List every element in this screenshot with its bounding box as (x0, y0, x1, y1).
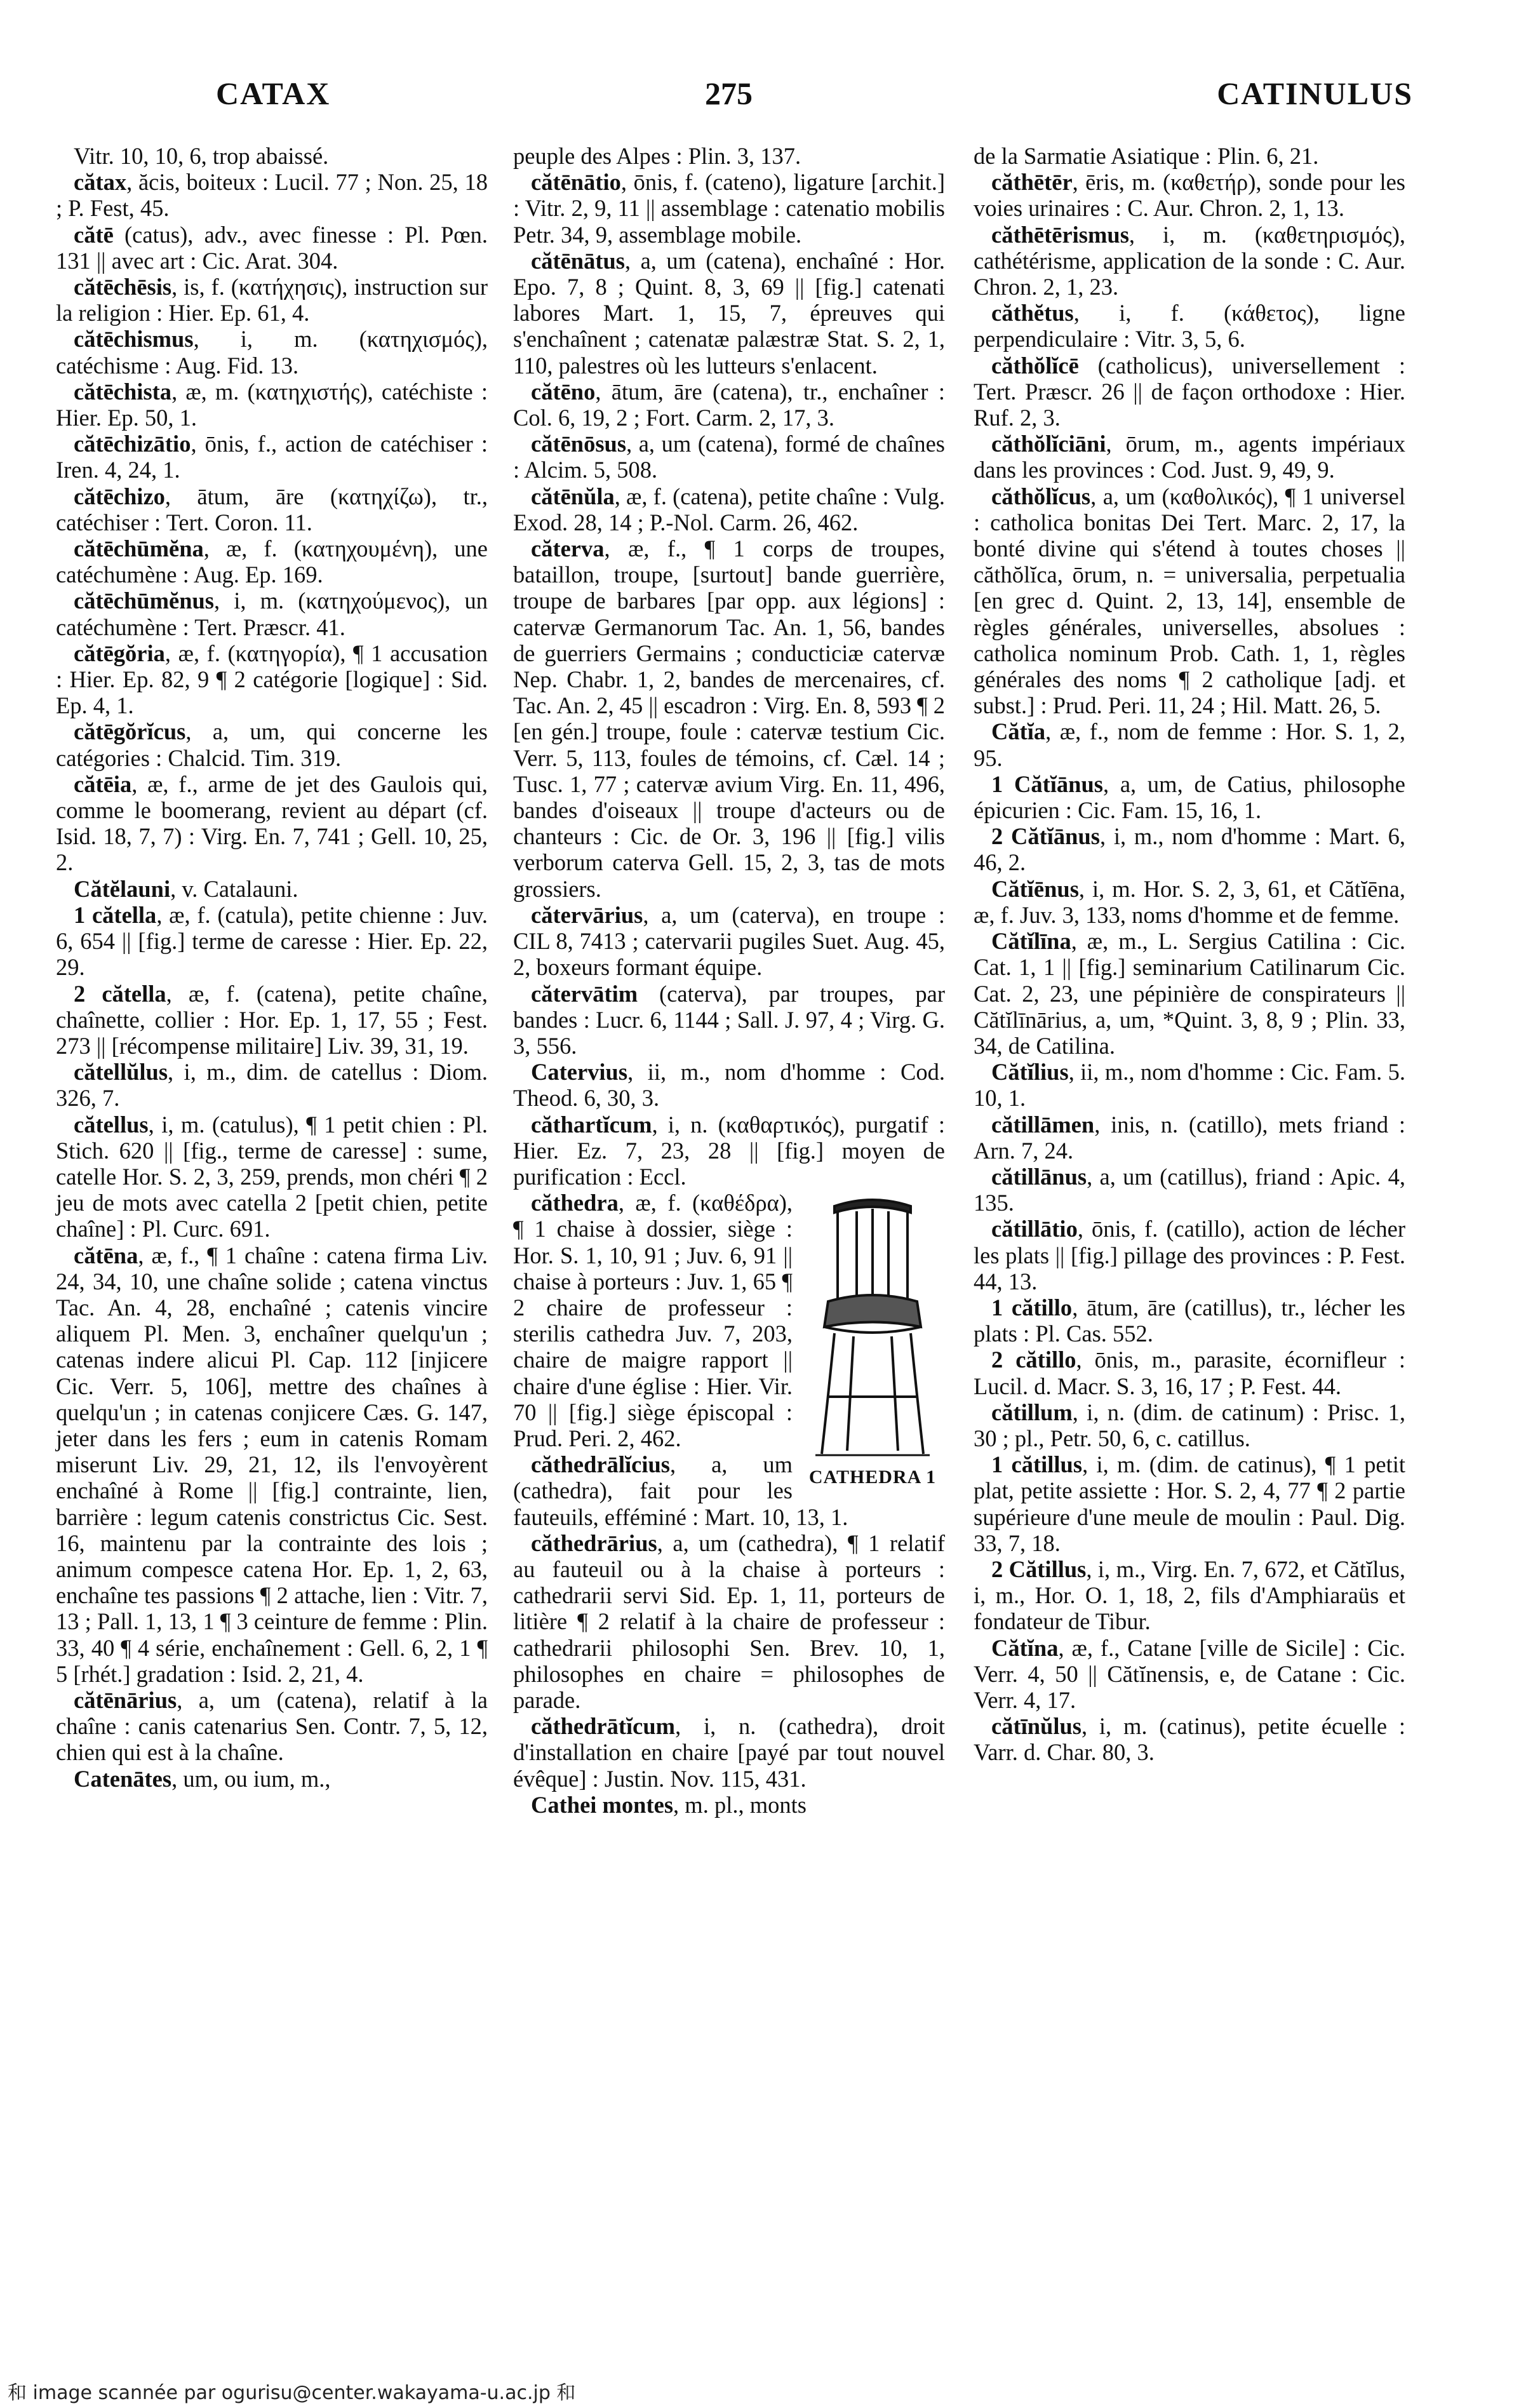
headword: cătēnŭla (531, 483, 615, 509)
headword: căthedrārius (531, 1529, 657, 1556)
dictionary-entry: cătēchūmĕna, æ, f. (κατηχουμένη), une catéchumène : Aug. Ep. 169. (56, 535, 488, 588)
dictionary-entry: cătillāmen, inis, n. (catillo), mets friand : Arn. 7, 24. (974, 1111, 1405, 1164)
headword: căthedrātĭcum (531, 1713, 676, 1740)
dictionary-entry: căthedrālĭcius, a, um (cathedra), fait pour les fauteuils, efféminé : Mart. 10, 13, 1. (513, 1451, 848, 1530)
headword: cătēnōsus (531, 431, 627, 457)
headword: cătēchizo (74, 483, 165, 509)
headword: cătīnŭlus (991, 1713, 1081, 1740)
dictionary-entry: Cătĭlīna, æ, m., L. Sergius Catilina : Cic. Cat. 1, 1 || [fig.] seminarium Catilinarum Cic. Cat. 2, 23, une pépinière de conspirateurs || Cătĭlīnārius, a, um, *Quint. 3, 8, 9 ; Plin. 33, 34, de Catilina. (974, 928, 1405, 1059)
headword: căterva (531, 535, 605, 562)
headword: Catenātes (74, 1765, 172, 1792)
headword: Cătĕlauni (74, 875, 171, 902)
dictionary-entry: cătēgŏrĭcus, a, um, qui concerne les catégories : Chalcid. Tim. 319. (56, 718, 488, 771)
headword: 2 cătella (74, 980, 166, 1007)
dictionary-entry: căthŏlĭcē (catholicus), universellement : Tert. Præscr. 26 || de façon orthodoxe : Hier. Ruf. 2, 3. (974, 352, 1405, 431)
headword: cătax (74, 169, 127, 196)
headword: căthedra (531, 1190, 619, 1216)
headword: cătillātio (991, 1216, 1078, 1242)
dictionary-entry: Cătĭna, æ, f., Catane [ville de Sicile] : Cic. Verr. 4, 50 || Cătĭnensis, e, de Catane : Cic. Verr. 4, 17. (974, 1634, 1405, 1713)
dictionary-entry: căthētēr, ēris, m. (καθετήρ), sonde pour les voies urinaires : C. Aur. Chron. 2, 1, 13. (974, 169, 1405, 222)
headword: 1 Cătĭānus (991, 770, 1103, 797)
headword: căthŏlĭciāni (991, 431, 1106, 457)
headword: Cătĭēnus (991, 875, 1079, 902)
dictionary-entry: cătervātim (caterva), par troupes, par bandes : Lucr. 6, 1144 ; Sall. J. 97, 4 ; Virg. G. 3, 556. (513, 980, 945, 1059)
headword: cătēgŏria (74, 640, 165, 666)
dictionary-entry: cătēchizo, ātum, āre (κατηχίζω), tr., catéchiser : Tert. Coron. 11. (56, 483, 488, 535)
dictionary-entry: 1 cătella, æ, f. (catula), petite chienne : Juv. 6, 654 || [fig.] terme de caresse : Hier. Ep. 22, 29. (56, 901, 488, 981)
chair-illustration-icon (809, 1193, 936, 1460)
headword: Cătĭna (991, 1634, 1059, 1661)
dictionary-entry: cătillānus, a, um (catillus), friand : Apic. 4, 135. (974, 1163, 1405, 1216)
headword: 2 Cătillus (991, 1556, 1087, 1582)
headword: Cathei montes (531, 1791, 674, 1818)
headword: Cătĭlius (991, 1059, 1069, 1085)
headword: căthĕtus (991, 300, 1074, 326)
headword: căthedrālĭcius (531, 1451, 670, 1478)
headword: cătēna (74, 1242, 138, 1268)
dictionary-entry: Catervius, ii, m., nom d'homme : Cod. Theod. 6, 30, 3. (513, 1059, 945, 1112)
dictionary-entry: cătēia, æ, f., arme de jet des Gaulois qui, comme le boomerang, revient au départ (cf. Isid. 18, 7, 7) : Virg. En. 7, 741 ; Gell. 10, 25, 2. (56, 770, 488, 876)
dictionary-entry: cătēnōsus, a, um (catena), formé de chaînes : Alcim. 5, 508. (513, 431, 945, 483)
dictionary-entry: cătax, ăcis, boiteux : Lucil. 77 ; Non. 25, 18 ; P. Fest, 45. (56, 169, 488, 222)
headword: cătillānus (991, 1163, 1087, 1190)
dictionary-entry: cătillātio, ōnis, f. (catillo), action de lécher les plats || [fig.] pillage des provinces : P. Fest. 44, 13. (974, 1216, 1405, 1294)
headword: cătellus (74, 1111, 149, 1138)
dictionary-entry: cătēchūmĕnus, i, m. (κατηχούμενος), un catéchumène : Tert. Præscr. 41. (56, 588, 488, 640)
headword: cătēgŏrĭcus (74, 718, 186, 745)
dictionary-entry: 1 Cătĭānus, a, um, de Catius, philosophe épicurien : Cic. Fam. 15, 16, 1. (974, 770, 1405, 824)
headword: cătēchista (74, 378, 172, 405)
figure-caption: CATHEDRA 1 (808, 1467, 937, 1488)
headword: Cătĭa (991, 718, 1046, 745)
headword: Cătĭlīna (991, 928, 1071, 955)
dictionary-entry: cătēchizātio, ōnis, f., action de catéchiser : Iren. 4, 24, 1. (56, 431, 488, 483)
headword: cătēchūmĕnus (74, 588, 215, 614)
dictionary-entry: cătēgŏria, æ, f. (κατηγορία), ¶ 1 accusation : Hier. Ep. 82, 9 ¶ 2 catégorie [logique] : Sid. Ep. 4, 1. (56, 640, 488, 719)
dictionary-entry: căthētērismus, i, m. (καθετηρισμός), cathétérisme, application de la sonde : C. Aur. Chron. 2, 1, 23. (974, 221, 1405, 300)
dictionary-entry: cătēnārius, a, um (catena), relatif à la chaîne : canis catenarius Sen. Contr. 7, 5, 12, chien qui est à la chaîne. (56, 1686, 488, 1766)
headword: cătēia (74, 770, 132, 797)
dictionary-entry: Vitr. 10, 10, 6, trop abaissé. (74, 143, 329, 169)
headword: căthartĭcum (531, 1111, 652, 1138)
headword: căthētērismus (991, 221, 1129, 248)
headword: cătēno (531, 378, 596, 405)
dictionary-entry: 2 cătillo, ōnis, m., parasite, écornifleur : Lucil. d. Macr. S. 3, 16, 17 ; P. Fest. 44. (974, 1347, 1406, 1399)
dictionary-entry: căthedrātĭcum, i, n. (cathedra), droit d'installation en chaire [payé par tout nouvel évêque] : Justin. Nov. 115, 431. (513, 1713, 945, 1792)
headword: cătēnātus (531, 247, 626, 274)
headword: cătēchizātio (74, 431, 191, 457)
dictionary-entry: cătēchista, æ, m. (κατηχιστής), catéchiste : Hier. Ep. 50, 1. (56, 378, 488, 431)
dictionary-entry: Cătĭēnus, i, m. Hor. S. 2, 3, 61, et Cătĭēna, æ, f. Juv. 3, 133, noms d'homme et de femme. (974, 875, 1405, 928)
headword: cătēnārius (74, 1686, 177, 1713)
headword: cătervārius (531, 901, 643, 928)
dictionary-entry: căthedrārius, a, um (cathedra), ¶ 1 relatif au fauteuil ou à la chaise à porteurs : cathedrarii servi Sid. Ep. 1, 11, porteurs de litière ¶ 2 relatif à la chaire de professeur : cathedrarii philosophi Sen. Brev. 10, 1, philosophes en chaire = philosophes de parade. (513, 1529, 945, 1713)
dictionary-entry: 1 cătillus, i, m. (dim. de catinus), ¶ 1 petit plat, petite assiette : Hor. S. 2, 4, 77 ¶ 2 partie supérieure d'une meule de moulin : Paul. Dig. 33, 7, 18. (974, 1451, 1405, 1556)
dictionary-entry: căthartĭcum, i, n. (καθαρτικός), purgatif : Hier. Ez. 7, 23, 28 || [fig.] moyen de purification : Eccl. (513, 1111, 945, 1190)
headword: cătēchēsis (74, 274, 172, 300)
dictionary-entry: Cătĭlius, ii, m., nom d'homme : Cic. Fam. 5. 10, 1. (974, 1059, 1405, 1112)
dictionary-entry: cătellŭlus, i, m., dim. de catellus : Diom. 326, 7. (56, 1059, 488, 1112)
dictionary-entry: cătēchēsis, is, f. (κατήχησις), instruction sur la religion : Hier. Ep. 61, 4. (56, 274, 488, 326)
dictionary-entry: Cathei montes, m. pl., monts (531, 1791, 807, 1818)
headword: căthŏlĭcē (991, 352, 1098, 379)
dictionary-entry: cătīnŭlus, i, m. (catinus), petite écuelle : Varr. d. Char. 80, 3. (974, 1713, 1405, 1766)
dictionary-entry: de la Sarmatie Asiatique : Plin. 6, 21. (974, 143, 1319, 169)
dictionary-entry: Cătĕlauni, v. Catalauni. (74, 875, 298, 902)
dictionary-entry: 2 Cătĭānus, i, m., nom d'homme : Mart. 6, 46, 2. (974, 823, 1405, 876)
headword: cătē (74, 221, 124, 248)
dictionary-entry: căthĕtus, i, f. (κάθετος), ligne perpendiculaire : Vitr. 3, 5, 6. (974, 300, 1405, 353)
cathedra-figure (800, 1193, 945, 1492)
dictionary-entry: cătēchismus, i, m. (κατηχισμός), catéchisme : Aug. Fid. 13. (56, 326, 488, 379)
headword: cătillāmen (991, 1111, 1095, 1138)
column-1 (56, 143, 488, 1792)
dictionary-entry: peuple des Alpes : Plin. 3, 137. (513, 143, 801, 169)
headword: cătēchūmĕna (74, 535, 204, 562)
dictionary-entry: cătervārius, a, um (caterva), en troupe : CIL 8, 7413 ; catervarii pugiles Suet. Aug. 45, 2, boxeurs formant équipe. (513, 901, 945, 981)
dictionary-entry: căthŏlĭciāni, ōrum, m., agents impériaux dans les provinces : Cod. Just. 9, 49, 9. (974, 431, 1405, 483)
headword: căthētēr (991, 169, 1073, 196)
dictionary-entry: cătēnātus, a, um (catena), enchaîné : Hor. Epo. 7, 8 ; Quint. 8, 3, 69 || [fig.] catenati labores Mart. 1, 15, 7, épreuves qui s'enchaînent ; catenatæ palæstræ Stat. S. 2, 1, 110, palestres où les lutteurs s'enlacent. (513, 247, 945, 379)
headword: Catervius (531, 1059, 628, 1085)
page-header (0, 75, 1540, 126)
dictionary-entry: 2 Cătillus, i, m., Virg. En. 7, 672, et Cătĭlus, i, m., Hor. O. 1, 18, 2, fils d'Amphiaraüs et fondateur de Tibur. (974, 1556, 1405, 1635)
headword: 1 cătella (74, 901, 157, 928)
column-2 (513, 143, 945, 1818)
dictionary-entry: cătē (catus), adv., avec finesse : Pl. Pœn. 131 || avec art : Cic. Arat. 304. (56, 221, 488, 274)
dictionary-entry: 2 cătella, æ, f. (catena), petite chaîne, chaînette, collier : Hor. Ep. 1, 17, 55 ; Fest. 273 || [récompense militaire] Liv. 39, 31, 19. (56, 980, 488, 1059)
dictionary-entry: cătēnŭla, æ, f. (catena), petite chaîne : Vulg. Exod. 28, 14 ; P.-Nol. Carm. 26, 462. (513, 483, 945, 535)
dictionary-entry: 1 cătillo, ātum, āre (catillus), tr., lécher les plats : Pl. Cas. 552. (974, 1294, 1405, 1347)
scan-credit: 和 image scannée par ogurisu@center.wakayama-u.ac.jp 和 (8, 2382, 576, 2404)
dictionary-entry: căterva, æ, f., ¶ 1 corps de troupes, bataillon, troupe, [surtout] bande guerrière, troupe de barbares [par opp. aux légions] : catervæ Germanorum Tac. An. 1, 56, bandes de guerriers Germains ; conducticiæ catervæ Nep. Chabr. 1, 2, bandes de mercenaires, cf. Tac. An. 2, 45 || escadron : Virg. En. 8, 593 ¶ 2 [en gén.] troupe, foule : catervæ testium Cic. Verr. 5, 113, foules de témoins, cf. Cæl. 14 ; Tusc. 1, 77 ; catervæ avium Virg. En. 11, 496, bandes d'oiseaux || troupe d'acteurs ou de chanteurs : Cic. de Or. 3, 196 || [fig.] vilis verborum caterva Gell. 15, 2, 3, tas de mots grossiers. (513, 535, 945, 902)
headword: cătillum (991, 1399, 1073, 1425)
dictionary-entry: cătēno, ātum, āre (catena), tr., enchaîner : Col. 6, 19, 2 ; Fort. Carm. 2, 17, 3. (513, 378, 945, 431)
headword: 2 cătillo (991, 1347, 1076, 1373)
headword: cătēnātio (531, 169, 621, 196)
headword: cătervātim (531, 980, 660, 1007)
page-number: 275 (705, 76, 753, 111)
headword: cătellŭlus (74, 1059, 168, 1085)
dictionary-entry: cătillum, i, n. (dim. de catinum) : Prisc. 1, 30 ; pl., Petr. 50, 6, c. catillus. (974, 1399, 1405, 1451)
dictionary-entry: cătēnātio, ōnis, f. (cateno), ligature [archit.] : Vitr. 2, 9, 11 || assemblage : catenatio mobilis Petr. 34, 9, assemblage mobile. (513, 169, 945, 248)
column-3 (974, 143, 1405, 1766)
headword: 1 cătillo (991, 1294, 1073, 1321)
running-head-right: CATINULUS (1217, 76, 1413, 111)
dictionary-entry: cătēna, æ, f., ¶ 1 chaîne : catena firma Liv. 24, 34, 10, une chaîne solide ; catena vinctus Tac. An. 4, 28, enchaîné ; catenis vincire aliquem Pl. Men. 3, enchaîner quelqu'un ; catenas indere alicui Pl. Cap. 112 [injicere Cic. Verr. 5, 106], mettre des chaînes à quelqu'un ; in catenas conjicere Cæs. G. 147, jeter dans les fers ; eum in catenis Romam miserunt Liv. 29, 21, 12, ils l'envoyèrent enchaîné à Rome || [fig.] contrainte, lien, barrière : legum catenis constrictus Cic. Sest. 16, maintenu par la contrainte des lois ; animum compesce catena Hor. Ep. 1, 2, 63, enchaîne tes passions ¶ 2 attache, lien : Vitr. 7, 13 ; Pall. 1, 13, 1 ¶ 3 ceinture de femme : Plin. 33, 40 ¶ 4 série, enchaînement : Gell. 6, 2, 1 ¶ 5 [rhét.] gradation : Isid. 2, 21, 4. (56, 1242, 488, 1687)
headword: 1 cătillus (991, 1451, 1083, 1478)
dictionary-entry: cătellus, i, m. (catulus), ¶ 1 petit chien : Pl. Stich. 620 || [fig., terme de caresse] : sume, catelle Hor. S. 2, 3, 259, prends, mon chéri ¶ 2 jeu de mots avec catella 2 [petit chien, petite chaîne] : Pl. Curc. 691. (56, 1111, 488, 1242)
running-head-left: CATAX (216, 76, 331, 111)
headword: 2 Cătĭānus (991, 823, 1100, 850)
headword: căthŏlĭcus (991, 483, 1091, 509)
dictionary-entry: Catenātes, um, ou ium, m., (74, 1765, 331, 1792)
headword: cătēchismus (74, 326, 194, 353)
dictionary-entry: Cătĭa, æ, f., nom de femme : Hor. S. 1, 2, 95. (974, 718, 1405, 771)
dictionary-entry: căthedra, æ, f. (καθέδρα), ¶ 1 chaise à dossier, siège : Hor. S. 1, 10, 91 ; Juv. 6, 91 || chaise à porteurs : Juv. 1, 65 ¶ 2 chaire de professeur : sterilis cathedra Juv. 7, 203, chaire de maigre rapport || chaire d'une église : Hier. Vir. 70 || [fig.] siège épiscopal : Prud. Peri. 2, 462. (513, 1190, 793, 1451)
dictionary-entry: căthŏlĭcus, a, um (καθολικός), ¶ 1 universel : catholica bonitas Dei Tert. Marc. 2, 17, la bonté divine qui s'étend à toutes choses || căthŏlĭca, ōrum, n. = universalia, perpetualia [en grec d. Quint. 2, 13, 14], ensemble de règles générales, universelles, absolues : catholica nominum Prob. Cath. 1, 1, règles générales des noms ¶ 2 catholique [adj. et subst.] : Prud. Peri. 11, 24 ; Hil. Matt. 26, 5. (974, 483, 1405, 719)
